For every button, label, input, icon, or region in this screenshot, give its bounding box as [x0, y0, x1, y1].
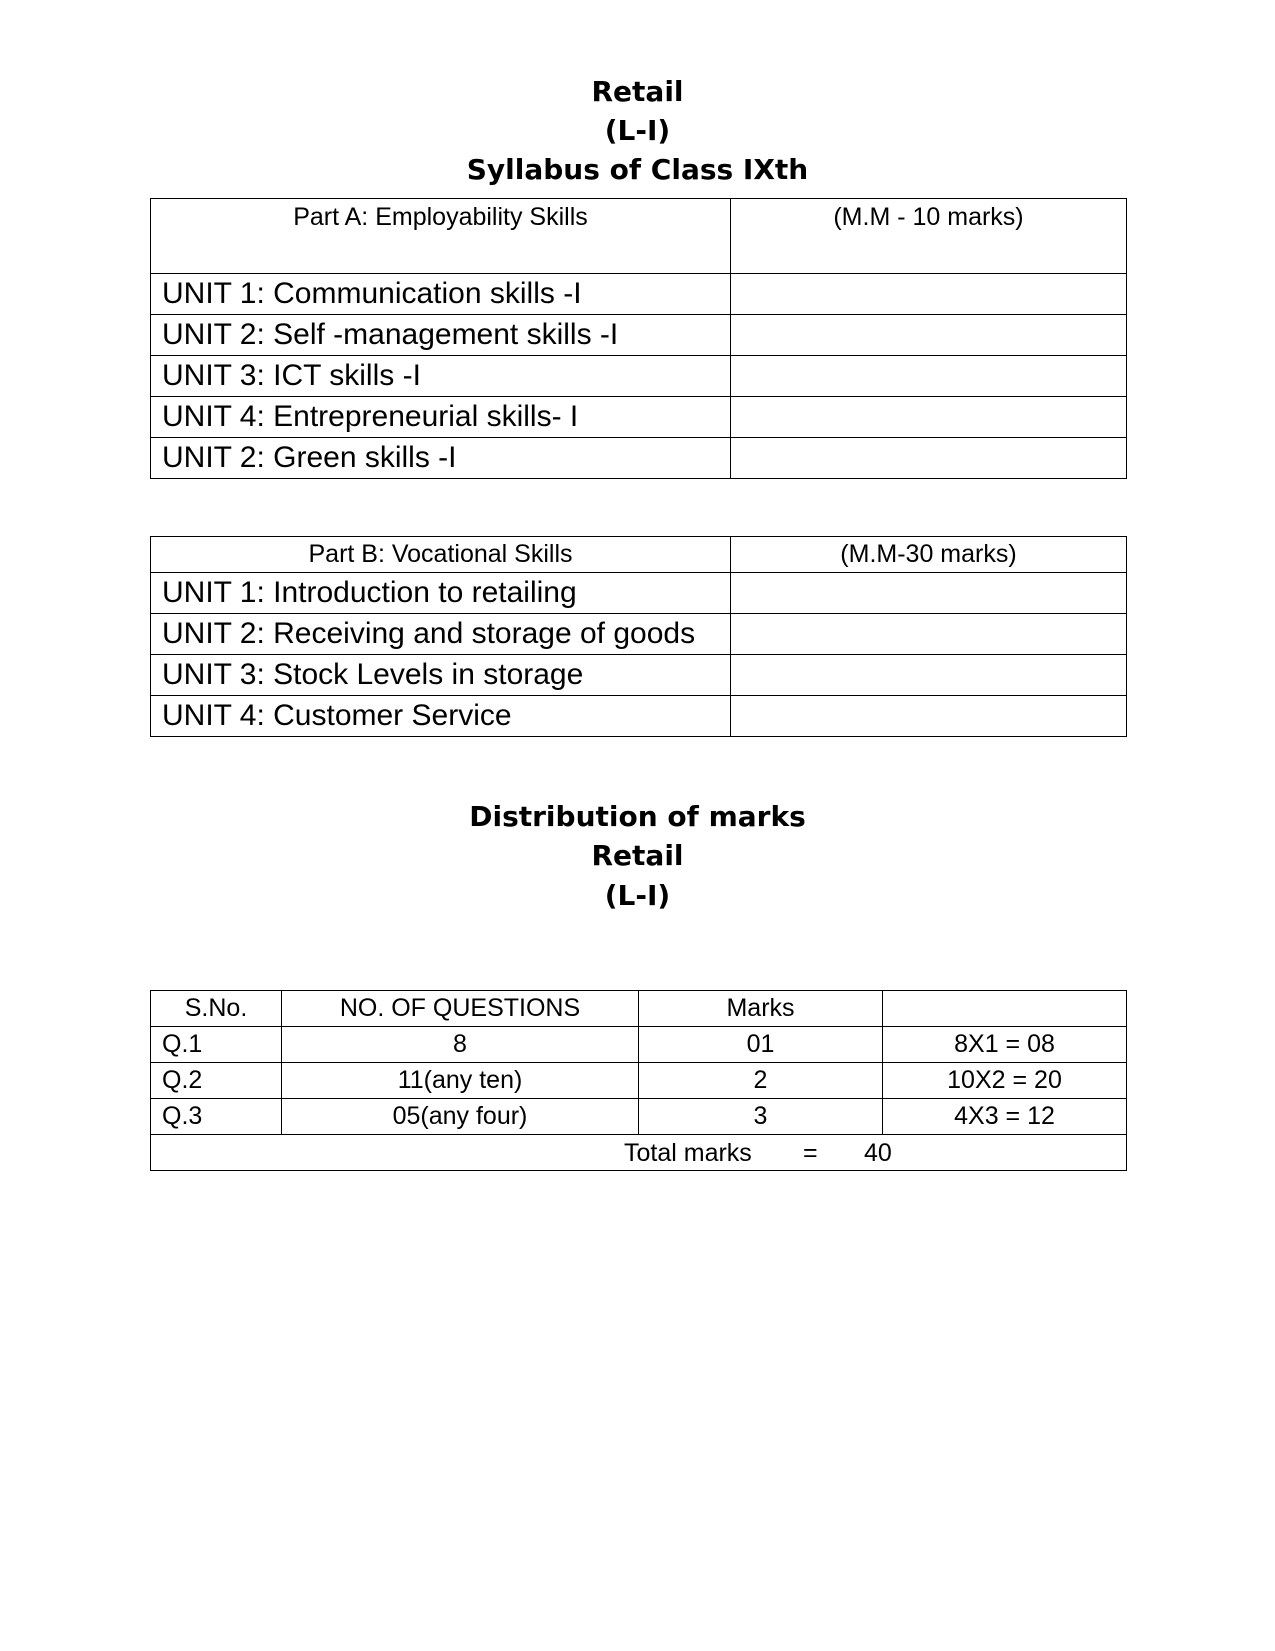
calc-cell: 10X2 = 20	[883, 1063, 1127, 1099]
empty-cell	[731, 438, 1127, 479]
table-row	[151, 397, 1127, 438]
part-a-unit: UNIT 4: Entrepreneurial skills- I	[151, 397, 731, 438]
table-row	[151, 1063, 1127, 1099]
serial-cell: Q.1	[151, 1027, 282, 1063]
total-label: Total marks	[624, 1139, 752, 1167]
table-row	[151, 356, 1127, 397]
questions-cell: 11(any ten)	[282, 1063, 639, 1099]
column-header: Marks	[639, 991, 883, 1027]
empty-cell	[731, 274, 1127, 315]
part-a-marks: (M.M - 10 marks)	[731, 199, 1127, 274]
table-row	[151, 1099, 1127, 1135]
part-b-table	[150, 536, 1127, 737]
marks-cell: 3	[639, 1099, 883, 1135]
column-header: S.No.	[151, 991, 282, 1027]
distribution-heading: Distribution of marks	[469, 800, 806, 833]
empty-cell	[731, 573, 1127, 614]
questions-cell: 05(any four)	[282, 1099, 639, 1135]
table-row	[151, 614, 1127, 655]
part-a-table	[150, 198, 1127, 479]
table-row	[151, 573, 1127, 614]
empty-cell	[731, 655, 1127, 696]
empty-cell	[731, 614, 1127, 655]
part-a-title: Part A: Employability Skills	[151, 199, 731, 274]
table-row	[151, 1027, 1127, 1063]
total-value: 40	[864, 1139, 892, 1167]
part-a-unit: UNIT 1: Communication skills -I	[151, 274, 731, 315]
calc-cell: 4X3 = 12	[883, 1099, 1127, 1135]
total-row	[151, 1135, 1127, 1171]
distribution-table	[150, 990, 1127, 1171]
total-equals: =	[803, 1139, 818, 1167]
questions-cell: 8	[282, 1027, 639, 1063]
empty-cell	[731, 397, 1127, 438]
total-cell	[151, 1135, 1127, 1171]
table-row	[151, 655, 1127, 696]
level-title: (L-I)	[604, 114, 671, 147]
distribution-level: (L-I)	[604, 879, 671, 912]
part-b-unit: UNIT 1: Introduction to retailing	[151, 573, 731, 614]
part-a-header-row	[151, 199, 1127, 274]
serial-cell: Q.2	[151, 1063, 282, 1099]
calc-cell: 8X1 = 08	[883, 1027, 1127, 1063]
empty-cell	[731, 696, 1127, 737]
empty-cell	[731, 315, 1127, 356]
part-a-unit: UNIT 2: Green skills -I	[151, 438, 731, 479]
part-b-title: Part B: Vocational Skills	[151, 537, 731, 573]
table-row	[151, 274, 1127, 315]
column-header	[883, 991, 1127, 1027]
part-b-header-row	[151, 537, 1127, 573]
part-a-unit: UNIT 2: Self -management skills -I	[151, 315, 731, 356]
distribution-header-row	[151, 991, 1127, 1027]
marks-cell: 01	[639, 1027, 883, 1063]
part-b-marks: (M.M-30 marks)	[731, 537, 1127, 573]
part-b-unit: UNIT 2: Receiving and storage of goods	[151, 614, 731, 655]
marks-cell: 2	[639, 1063, 883, 1099]
table-row	[151, 438, 1127, 479]
syllabus-title: Syllabus of Class IXth	[466, 153, 809, 186]
part-b-unit: UNIT 4: Customer Service	[151, 696, 731, 737]
column-header: NO. OF QUESTIONS	[282, 991, 639, 1027]
part-a-unit: UNIT 3: ICT skills -I	[151, 356, 731, 397]
table-row	[151, 315, 1127, 356]
serial-cell: Q.3	[151, 1099, 282, 1135]
table-row	[151, 696, 1127, 737]
empty-cell	[731, 356, 1127, 397]
subject-title: Retail	[591, 75, 684, 108]
part-b-unit: UNIT 3: Stock Levels in storage	[151, 655, 731, 696]
distribution-subject: Retail	[591, 839, 684, 872]
